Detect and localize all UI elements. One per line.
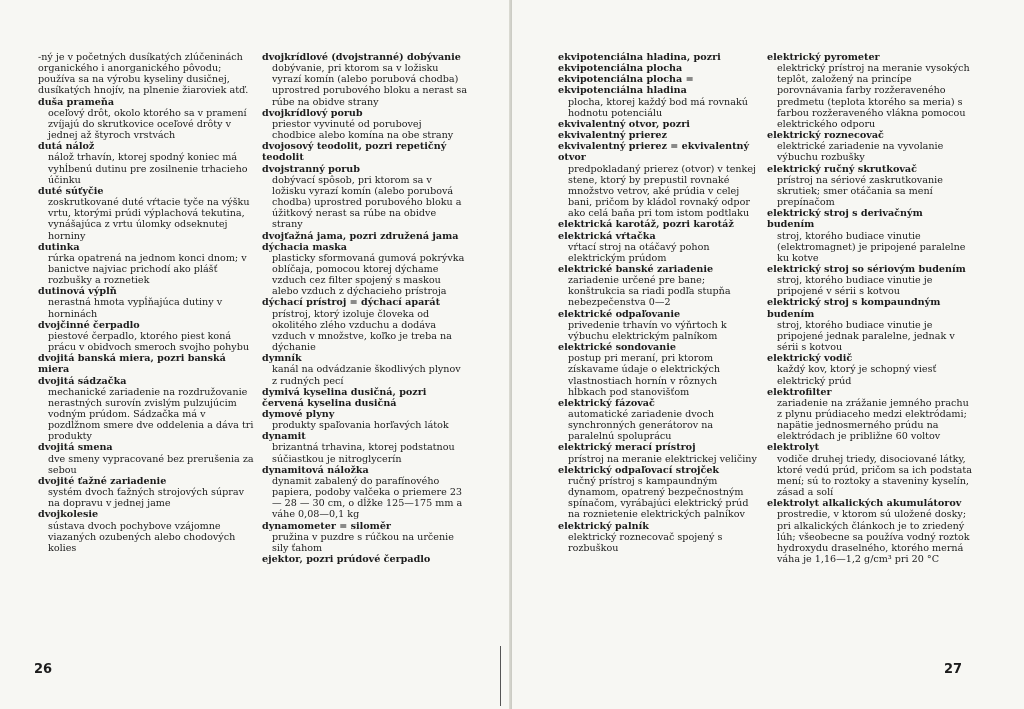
dictionary-entry xyxy=(38,141,256,186)
right-page xyxy=(512,0,1024,709)
dictionary-entry xyxy=(262,409,468,431)
entry-definition: zariadenie na zrážanie jemného prachu z plynu prúdiaceho medzi elektródami; napätie jednosmerného prúdu na elektródach je približne 60 voltov xyxy=(777,397,969,443)
entry-term: elektrický palník xyxy=(558,520,649,532)
entry-term: dynamit xyxy=(262,431,306,443)
dictionary-entry xyxy=(767,442,972,498)
entry-definition: oceľový drôt, okolo ktorého sa v pramení zvíjajú do skrutkovice oceľové drôty v jednej až štyroch vrstvách xyxy=(48,107,247,142)
dictionary-entry xyxy=(38,52,256,97)
dictionary-entry xyxy=(558,119,758,141)
entry-term: elektrické sondovanie xyxy=(558,342,676,354)
dictionary-entry xyxy=(558,342,758,398)
entry-definition: zariadenie určené pre bane; konštrukcia sa riadi podľa stupňa nebezpečenstva 0—2 xyxy=(568,275,731,309)
dictionary-entry xyxy=(558,141,758,219)
entry-definition: plocha, ktorej každý bod má rovnakú hodnotu potenciálu xyxy=(568,96,748,119)
dictionary-entry xyxy=(262,431,468,464)
dictionary-entry xyxy=(262,141,468,163)
entry-term: ejektor, pozri prúdové čerpadlo xyxy=(262,554,431,566)
dictionary-entry xyxy=(262,52,468,108)
entry-definition: produkty spaľovania horľavých látok xyxy=(272,420,449,432)
entry-term: elektrický stroj s kompaundným budením xyxy=(767,297,941,320)
entry-term: duté súťyčie xyxy=(38,185,104,197)
entry-term: elektrická vŕtačka xyxy=(558,230,656,242)
entry-term: dvojité ťažné zariadenie xyxy=(38,475,167,487)
dictionary-entry xyxy=(558,465,758,521)
entry-term: dutinka xyxy=(38,241,80,253)
dictionary-entry xyxy=(262,242,468,298)
entry-definition: systém dvoch ťažných strojových súprav na dopravu v jednej jame xyxy=(48,487,245,510)
dictionary-entry xyxy=(767,164,972,209)
entry-term: elektrická karotáž, pozri karotáž xyxy=(558,219,734,231)
entry-term: elektrické odpaľovanie xyxy=(558,308,681,320)
dictionary-entry xyxy=(767,498,972,565)
entry-term: elektrofilter xyxy=(767,386,832,398)
entry-term: elektrický stroj s derivačným budením xyxy=(767,208,923,231)
dictionary-entry xyxy=(38,476,256,509)
entry-term: dvojitá banská miera, pozri banská miera xyxy=(38,353,226,376)
entry-definition: stroj, ktorého budiace vinutie (elektromagnet) je pripojené paralelne ku kotve xyxy=(777,230,966,264)
dictionary-entry xyxy=(558,398,758,443)
dictionary-entry xyxy=(262,554,468,565)
dictionary-entry xyxy=(262,108,468,141)
entry-term: dvojstranný porub xyxy=(262,163,360,175)
entry-term: elektrolyt xyxy=(767,442,820,454)
dictionary-entry xyxy=(558,231,758,264)
dictionary-entry xyxy=(558,74,758,119)
entry-definition: brizantná trhavina, ktorej podstatnou súčiastkou je nitroglycerín xyxy=(272,442,455,465)
entry-term: dýchací prístroj = dýchací aparát xyxy=(262,297,441,309)
dictionary-entry xyxy=(38,509,256,554)
dictionary-entry xyxy=(38,376,256,443)
entry-definition: prístroj na sériové zaskrutkovanie skrutiek; smer otáčania sa mení prepínačom xyxy=(777,174,943,209)
dictionary-entry xyxy=(38,442,256,475)
entry-definition: stroj, ktorého budiace vinutie je pripojené v sérii s kotvou xyxy=(777,275,933,298)
scan-mark xyxy=(500,646,501,706)
dictionary-entry xyxy=(262,164,468,231)
entry-term: elektrický roznecovač xyxy=(767,130,884,142)
entry-term: dymivá kyselina dusičná, pozri červená kyselina dusičná xyxy=(262,386,427,409)
entry-term: dutinová výplň xyxy=(38,286,117,298)
entry-term: dvojitá sádzačka xyxy=(38,375,127,387)
dictionary-entry xyxy=(767,264,972,297)
entry-definition: mechanické zariadenie na rozdružovanie nerastných surovín zvislým pulzujúcim vodným prúdom. Sádzačka má v pozdĺžnom smere dve oddelenia a dáva tri produkty xyxy=(48,386,254,443)
entry-term: elektrický pyrometer xyxy=(767,52,880,63)
dictionary-entry xyxy=(558,264,758,309)
entry-term: dvojťažná jama, pozri združená jama xyxy=(262,230,459,242)
entry-term: ekvipotenciálna hladina, pozri ekvipotenciálna plocha xyxy=(558,52,721,75)
dictionary-entry xyxy=(558,219,758,230)
entry-term: ekvivalentný otvor, pozri ekvivalentný prierez xyxy=(558,118,690,142)
entry-definition: kanál na odvádzanie škodlivých plynov z rudných pecí xyxy=(272,364,461,387)
entry-definition: piestové čerpadlo, ktorého piest koná prácu v obidvoch smeroch svojho pohybu xyxy=(48,330,250,354)
dictionary-entry xyxy=(38,186,256,242)
dictionary-entry xyxy=(767,130,972,163)
entry-definition: -ný je v početných dusíkatých zlúčeninách organického i anorganického pôvodu; používa sa na výrobu kyseliny dusičnej, dusíkatých hnojív, na plnenie žiaroviek atď. xyxy=(38,52,249,97)
entry-term: dymové plyny xyxy=(262,409,335,420)
dictionary-entry xyxy=(262,465,468,521)
left-column-1 xyxy=(38,52,256,554)
entry-term: dvojkolesie xyxy=(38,509,99,521)
entry-definition: postup pri meraní, pri ktorom získavame údaje o elektrických vlastnostiach hornín v rôznych hĺbkach pod stanovišťom xyxy=(568,353,721,398)
entry-definition: prístroj na meranie elektrickej veličiny xyxy=(568,453,757,465)
entry-term: dutá nálož xyxy=(38,141,95,153)
entry-term: dvojkrídlové (dvojstranné) dobývanie xyxy=(262,52,461,63)
entry-definition: stroj, ktorého budiace vinutie je pripojené jednak paralelne, jednak v sérii s kotvou xyxy=(777,319,955,354)
entry-term: elektrický ručný skrutkovač xyxy=(767,163,917,175)
dictionary-entry xyxy=(262,521,468,554)
entry-definition: zoskrutkované duté vŕtacie tyče na výšku vrtu, ktorými prúdi výplachová tekutina, vynášajúca z vrtu úlomky odseknutej horniny xyxy=(48,197,250,242)
entry-definition: vodiče druhej triedy, disociované látky, ktoré vedú prúd, pričom sa ich podstata mení; sú to roztoky a staveniny kyselín, zásad a solí xyxy=(777,453,972,499)
dictionary-entry xyxy=(558,52,758,74)
dictionary-entry xyxy=(38,353,256,375)
entry-definition: elektrické zariadenie na vyvolanie výbuchu rozbušky xyxy=(777,141,944,164)
entry-term: elektrické banské zariadenie xyxy=(558,263,714,275)
dictionary-entry xyxy=(767,353,972,386)
entry-definition: nálož trhavín, ktorej spodný koniec má vyhĺbenú dutinu pre zosilnenie trhacieho účinku xyxy=(48,152,248,186)
entry-term: ekvivalentný prierez = ekvivalentný otvor xyxy=(558,141,750,164)
dictionary-entry xyxy=(767,297,972,353)
entry-definition: nerastná hmota vypĺňajúca dutiny v horninách xyxy=(48,297,223,320)
dictionary-entry xyxy=(38,320,256,353)
entry-definition: plasticky sformovaná gumová pokrývka oblíčaja, pomocou ktorej dýchame vzduch cez filter spojený s maskou alebo vzduch z dýchacieho prístroja xyxy=(272,252,465,298)
entry-term: elektrický vodič xyxy=(767,353,853,365)
dictionary-entry xyxy=(767,52,972,130)
dictionary-entry xyxy=(38,286,256,319)
dictionary-entry xyxy=(767,387,972,443)
entry-definition: elektrický prístroj na meranie vysokých teplôt, založený na princípe porovnávania farby rozžeraveného predmetu (teplota ktorého sa meria) s farbou rozžeraveného vlákna pomocou elektrického odporu xyxy=(777,63,970,130)
page-number-left: 26 xyxy=(34,662,53,677)
entry-term: elektrický stroj so sériovým budením xyxy=(767,263,966,275)
entry-definition: vŕtací stroj na otáčavý pohon elektrickým prúdom xyxy=(568,241,710,264)
entry-definition: prístroj, ktorý izoluje človeka od okolitého zlého vzduchu a dodáva vzduch v množstve, koľko je treba na dýchanie xyxy=(272,308,452,354)
left-column-2 xyxy=(262,52,468,565)
dictionary-entry xyxy=(38,97,256,142)
dictionary-entry xyxy=(558,309,758,342)
entry-definition: každý kov, ktorý je schopný viesť elektrický prúd xyxy=(777,364,937,387)
dictionary-entry xyxy=(38,242,256,287)
dictionary-entry xyxy=(262,231,468,242)
dictionary-entry xyxy=(558,521,758,554)
entry-definition: privedenie trhavín vo výňrtoch k výbuchu elektrickým palníkom xyxy=(568,319,727,342)
entry-definition: dobývací spôsob, pri ktorom sa v ložisku vyrazí komín (alebo porubová chodba) uprostred porubového bloku a úžitkový nerast sa rúbe na obidve strany xyxy=(272,174,462,231)
entry-term: dvojčinné čerpadlo xyxy=(38,319,140,331)
entry-definition: automatické zariadenie dvoch synchronných generátorov na paralelnú spoluprácu xyxy=(568,409,715,443)
entry-term: dynamitová náložka xyxy=(262,464,369,476)
entry-definition: priestor vyvinuté od porubovej chodbice alebo komína na obe strany xyxy=(272,118,454,142)
entry-definition: prostredie, v ktorom sú uložené dosky; pri alkalických článkoch je to zriedený lúh; všeobecne sa používa vodný roztok hydroxydu draselného, ktorého merná váha je 1,16—1,2 g/cm³ pri 20 °C xyxy=(777,509,970,566)
entry-definition: elektrický roznecovač spojený s rozbuškou xyxy=(568,531,723,554)
entry-definition: rúrka opatrená na jednom konci dnom; v banictve najviac prichodí ako plášť rozbušky a roznetiek xyxy=(48,252,247,287)
dictionary-entry xyxy=(262,353,468,386)
entry-term: elektrický merací prístroj xyxy=(558,442,696,454)
dictionary-entry xyxy=(558,442,758,464)
page-number-right: 27 xyxy=(944,662,963,677)
entry-term: dvojosový teodolit, pozri repetičný teodolit xyxy=(262,141,447,164)
entry-term: dymník xyxy=(262,353,302,365)
entry-definition: dynamit zabalený do parafínového papiera, podoby valčeka o priemere 23 — 28 — 30 cm, o dĺžke 125—175 mm a váhe 0,08—0,1 kg xyxy=(272,475,463,521)
dictionary-entry xyxy=(767,208,972,264)
entry-term: dýchacia maska xyxy=(262,241,347,253)
entry-term: dynamometer = siloměr xyxy=(262,520,391,532)
entry-definition: dobývanie, pri ktorom sa v ložisku vyrazí komín (alebo porubová chodba) uprostred porubového bloku a nerast sa rúbe na obidve strany xyxy=(272,63,468,108)
entry-term: elektrický odpaľovací strojček xyxy=(558,464,720,476)
entry-definition: predpokladaný prierez (otvor) v tenkej stene, ktorý by prepustil rovnaké množstvo vetrov, aké prúdia v celej bani, pričom by kládol rovnaký odpor ako celá baňa pri tom istom podtlaku xyxy=(568,163,757,220)
entry-term: dvojkrídlový porub xyxy=(262,107,363,119)
entry-definition: ručný prístroj s kampaundným dynamom, opatrený bezpečnostným spínačom, vyrábajúci elektrický prúd na roznietenie elektrických palníkov xyxy=(568,475,749,521)
entry-term: duša prameňa xyxy=(38,96,115,108)
dictionary-entry xyxy=(262,297,468,353)
right-column-1 xyxy=(558,52,758,554)
right-column-2 xyxy=(767,52,972,565)
entry-definition: dve smeny vypracované bez prerušenia za sebou xyxy=(48,453,254,476)
entry-definition: pružina v puzdre s rúčkou na určenie sily ťahom xyxy=(272,531,454,554)
entry-term: elektrolyt alkalických akumulátorov xyxy=(767,498,962,510)
entry-definition: sústava dvoch pochybove vzájomne viazaných ozubených alebo chodových kolies xyxy=(48,520,236,554)
entry-term: ekvipotenciálna plocha = ekvipotenciálna hladina xyxy=(558,74,694,97)
entry-term: elektrický fázovač xyxy=(558,397,655,409)
dictionary-entry xyxy=(262,387,468,409)
entry-term: dvojitá smena xyxy=(38,442,113,454)
